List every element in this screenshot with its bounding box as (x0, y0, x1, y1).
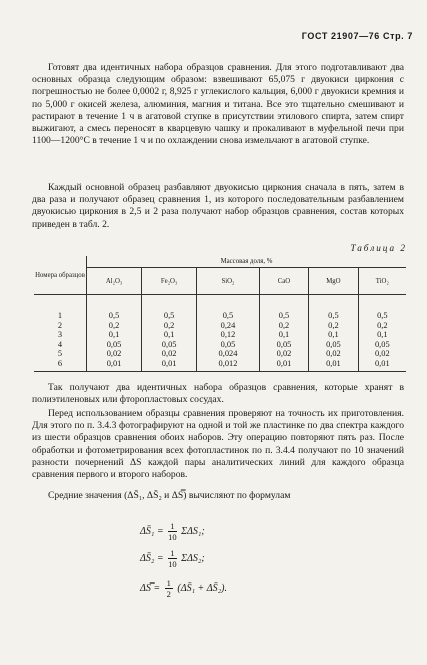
paragraph-averages: Средние значения (ΔS̄₁, ΔS̄₂ и ΔS̿) вычисляют по формулам (48, 490, 291, 501)
column-header: SiO₂ (197, 268, 260, 295)
fraction-numerator: 1 (168, 548, 177, 559)
sample-number: 3 (34, 330, 87, 340)
group-header: Массовая доля, % (87, 256, 407, 268)
formula-lhs: ΔS̿ = (140, 582, 161, 594)
table-cell: 0,012 (197, 359, 260, 371)
fraction-denominator: 2 (166, 589, 171, 599)
table-row (34, 359, 406, 371)
table-cell: 0,12 (197, 330, 260, 340)
column-header: MgO (309, 268, 358, 295)
table-row (34, 340, 406, 350)
table-cell: 0,5 (142, 295, 197, 321)
table-cell: 0,02 (259, 349, 308, 359)
fraction-denominator: 10 (168, 532, 177, 542)
table-row (34, 349, 406, 359)
table-cell: 0,02 (142, 349, 197, 359)
table-cell: 0,5 (197, 295, 260, 321)
table-row (34, 330, 406, 340)
paragraph-dilution: Каждый основной образец разбавляют двуокисью циркония сначала в пять, затем в два раза и получают образец сравнения 1, из которого последовательным разбавлением двуокисью циркония в 2,5 и 2 раза получают набор образцов сравнения, состав которых приведен в табл. 2. (32, 182, 404, 230)
table-cell: 0,05 (259, 340, 308, 350)
table-cell: 0,1 (259, 330, 308, 340)
table-cell: 0,02 (87, 349, 142, 359)
fraction (165, 578, 173, 599)
sample-number: 5 (34, 349, 87, 359)
paragraph-storage: Так получают два идентичных набора образцов сравнения, которые хранят в полиэтиленовых или фторопластовых сосудах. (32, 382, 404, 406)
column-header: TiO₂ (358, 268, 406, 295)
formula-lhs: ΔS̄₂ = (140, 552, 164, 564)
table-cell: 0,1 (377, 330, 388, 340)
table-cell: 0,05 (87, 340, 142, 350)
table-cell: 0,1 (142, 330, 197, 340)
fraction (168, 548, 177, 569)
table-cell: 0,05 (309, 340, 358, 350)
table-cell: 0,05 (197, 340, 260, 350)
table-cell: 0,2 (87, 321, 142, 331)
formula-rhs: ΣΔS₂; (181, 552, 205, 564)
table-cell: 0,2 (309, 321, 358, 331)
table-cell: 0,01 (259, 359, 308, 371)
fraction-denominator: 10 (168, 559, 177, 569)
table-cell: 0,05 (374, 339, 390, 349)
table-cell: 0,24 (197, 321, 260, 331)
formula-rhs: ΣΔS₁; (181, 525, 205, 537)
formula-mean-1 (140, 521, 205, 542)
table-cell: 0,5 (309, 295, 358, 321)
table-cell: 0,01 (87, 359, 142, 371)
table-row (34, 321, 406, 331)
sample-number: 4 (34, 340, 87, 350)
column-header: Al₂O₃ (87, 268, 142, 295)
column-header: Fe₂O₃ (142, 268, 197, 295)
paragraph-verification: Перед использованием образцы сравнения проверяют на точность их приготовления. Для этого по п. 3.4.3 фотографируют на одной и той же пластинке по два спектра каждого из шести образцов сравнения обоих наборов. Эту операцию повторяют пять раз. После обработки и фотометрирования всех фотопластинок по п. 3.4.4 получают по 10 значений разности почернений ΔS каждой пары аналитических линий для каждого образца сравнения первого и второго наборов. (32, 408, 404, 481)
paragraph-preparation: Готовят два идентичных набора образцов сравнения. Для этого подготавливают два основных образца следующим образом: взвешивают 65,075 г двуокиси циркония с погрешностью не более 0,0002 г, 8,925 г углекислого кальция, 6,000 г двуокиси кремния и по 5,000 г окисей железа, алюминия, магния и титана. Все это тщательно смешивают и растирают в течение 1 ч в агатовой ступке в присутствии этилового спирта, затем спирт выжигают, а смесь переносят в кварцевую чашку и прокаливают в муфельной печи при 1100—1200°С в течение 1 ч и по охлаждении снова измельчают в агатовой ступке. (32, 62, 404, 147)
fraction-numerator: 1 (166, 578, 171, 588)
sample-number: 2 (34, 321, 87, 331)
table-cell: 0,5 (87, 295, 142, 321)
table-cell: 0,2 (142, 321, 197, 331)
page-header: ГОСТ 21907—76 Стр. 7 (301, 31, 413, 41)
table-caption: Таблица 2 (350, 243, 407, 253)
table-cell: 0,5 (377, 311, 388, 320)
fraction (168, 521, 177, 542)
sample-number: 1 (34, 295, 87, 321)
table-cell: 0,05 (142, 340, 197, 350)
row-header: Номера образцов (34, 256, 87, 295)
table-cell: 0,5 (259, 295, 308, 321)
fraction-numerator: 1 (168, 521, 177, 532)
table-cell: 0,1 (87, 330, 142, 340)
table-cell: 0,02 (374, 349, 390, 359)
table-cell: 0,02 (309, 349, 358, 359)
formula-mean-2 (140, 548, 205, 569)
table-cell: 0,1 (309, 330, 358, 340)
table-cell: 0,2 (377, 320, 388, 330)
table-cell: 0,01 (309, 359, 358, 371)
composition-table (34, 256, 406, 372)
table-cell: 0,01 (358, 359, 406, 371)
table-row (34, 295, 406, 321)
table-cell: 0,024 (197, 349, 260, 359)
formula-lhs: ΔS̄₁ = (140, 525, 164, 537)
table-cell: 0,2 (259, 321, 308, 331)
sample-number: 6 (34, 359, 87, 371)
formula-rhs: (ΔS̄₁ + ΔS̄₂). (177, 582, 227, 594)
table-cell: 0,01 (142, 359, 197, 371)
column-header: CaO (259, 268, 308, 295)
formula-overall-mean (140, 578, 227, 599)
